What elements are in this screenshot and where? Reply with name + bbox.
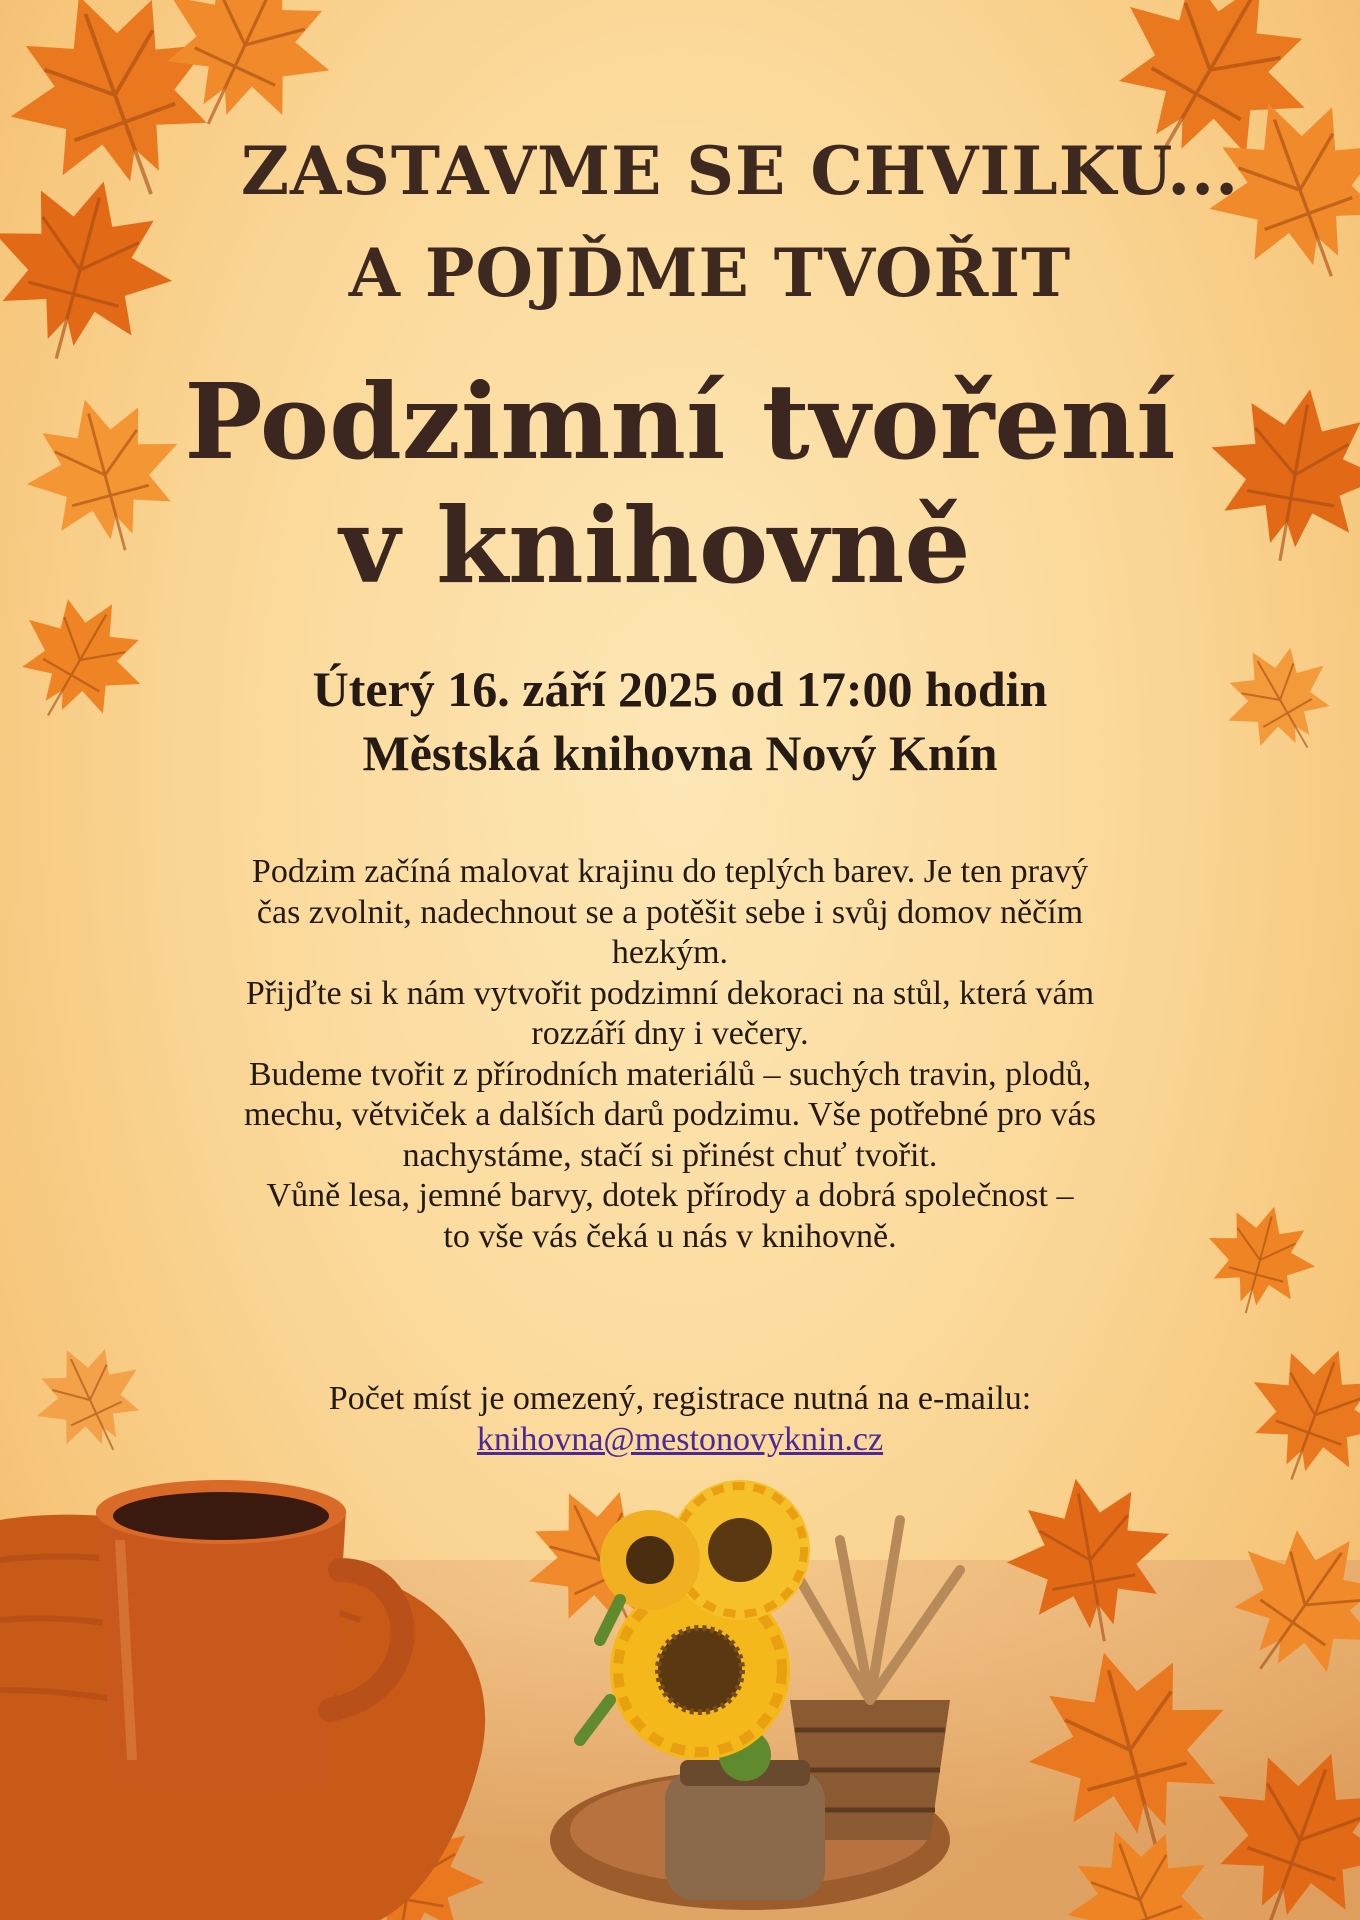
event-title-line-1: Podzimní tvoření: [184, 360, 1176, 483]
email-link[interactable]: knihovna@mestonovyknin.cz: [476, 1421, 884, 1458]
description-line: Podzim začíná malovat krajinu do teplých barev. Je ten pravý: [251, 853, 1089, 890]
tagline-line-1: ZASTAVME SE CHVILKU...: [240, 132, 1240, 210]
event-datetime: Úterý 16. září 2025 od 17:00 hodin: [312, 661, 1048, 717]
event-title-line-2: v knihovně: [339, 484, 971, 607]
description-line: to vše vás čeká u nás v knihovně.: [443, 1217, 897, 1255]
description-line: Přijďte si k nám vytvořit podzimní dekoraci na stůl, která vám: [245, 974, 1095, 1012]
description-line: hezkým.: [611, 934, 729, 971]
description-line: Vůně lesa, jemné barvy, dotek přírody a dobrá společnost –: [266, 1177, 1074, 1214]
registration-info: [0, 1378, 1360, 1460]
event-place: Městská knihovna Nový Knín: [362, 725, 998, 781]
registration-text: Počet míst je omezený, registrace nutná na e-mailu:: [328, 1380, 1032, 1417]
event-description: [110, 852, 1230, 1257]
tagline-line-2: A POJĎME TVOŘIT: [348, 234, 1072, 312]
description-line: mechu, větviček a dalších darů podzimu. Vše potřebné pro vás: [244, 1096, 1096, 1133]
description-line: Budeme tvořit z přírodních materiálů – suchých travin, plodů,: [248, 1055, 1092, 1093]
description-line: čas zvolnit, nadechnout se a potěšit sebe i svůj domov něčím: [256, 893, 1084, 931]
description-line: rozzáří dny i večery.: [531, 1015, 809, 1052]
description-line: nachystáme, stačí si přinést chuť tvořit.: [402, 1136, 938, 1174]
